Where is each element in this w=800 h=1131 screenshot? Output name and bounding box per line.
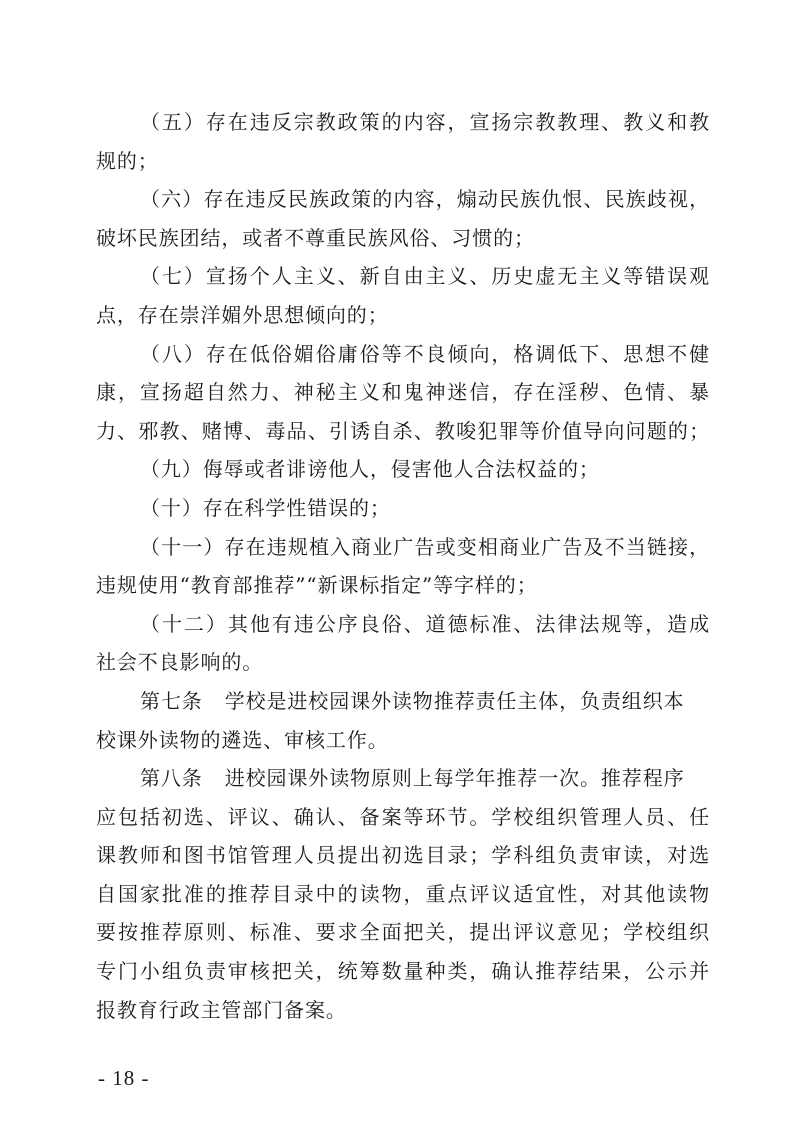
item-6-line-2: 破坏民族团结，或者不尊重民族风俗、习惯的； (96, 225, 535, 250)
item-8-line-2: 康，宣扬超自然力、神秘主义和鬼神迷信，存在淫秽、色情、暴 (96, 380, 710, 405)
item-5-line-2: 规的； (96, 148, 159, 173)
article-8-line-1 (96, 759, 710, 798)
item-6-line-1: （六）存在违反民族政策的内容，煽动民族仇恨、民族歧视， (140, 187, 710, 212)
article-8-line-7: 报教育行政主管部门备案。 (96, 997, 347, 1022)
article-7-number: 第七条 (140, 688, 203, 713)
body-text (96, 103, 710, 1029)
item-8-line-1: （八）存在低俗媚俗庸俗等不良倾向，格调低下、思想不健 (140, 341, 710, 366)
page-number: - 18 - (98, 1066, 150, 1090)
article-7-line-2: 校课外读物的遴选、审核工作。 (96, 727, 389, 752)
article-8-line-2: 应包括初选、评议、确认、备案等环节。学校组织管理人员、任 (96, 804, 710, 829)
article-8-line-5: 要按推荐原则、标准、要求全面把关，提出评议意见；学校组织 (96, 920, 710, 945)
article-8-line-3: 课教师和图书馆管理人员提出初选目录；学科组负责审读，对选 (96, 843, 710, 868)
item-9-line-1: （九）侮辱或者诽谤他人，侵害他人合法权益的； (140, 457, 600, 482)
item-8-line-3: 力、邪教、赌博、毒品、引诱自杀、教唆犯罪等价值导向问题的； (96, 418, 710, 443)
item-11-line-1: （十一）存在违规植入商业广告或变相商业广告及不当链接， (140, 534, 710, 559)
article-8-number: 第八条 (140, 766, 203, 791)
article-7-first-line: 学校是进校园课外读物推荐责任主体，负责组织本 (224, 688, 685, 713)
item-10-line-1: （十）存在科学性错误的； (140, 495, 391, 520)
item-12-line-1: （十二）其他有违公序良俗、道德标准、法律法规等，造成 (140, 611, 710, 636)
item-7-line-2: 点，存在崇洋媚外思想倾向的； (96, 302, 389, 327)
item-5-line-1: （五）存在违反宗教政策的内容，宣扬宗教教理、教义和教 (140, 110, 710, 134)
article-8-line-4: 自国家批准的推荐目录中的读物，重点评议适宜性，对其他读物 (96, 881, 710, 906)
article-8-line-6: 专门小组负责审核把关，统筹数量种类，确认推荐结果，公示并 (96, 959, 710, 984)
article-7-line-1 (96, 682, 710, 721)
item-11-line-2: 违规使用“教育部推荐”“新课标指定”等字样的； (96, 573, 538, 598)
item-12-line-2: 社会不良影响的。 (96, 650, 264, 675)
article-8-first-line: 进校园课外读物原则上每学年推荐一次。推荐程序 (224, 766, 685, 791)
item-7-line-1: （七）宣扬个人主义、新自由主义、历史虚无主义等错误观 (140, 264, 710, 289)
